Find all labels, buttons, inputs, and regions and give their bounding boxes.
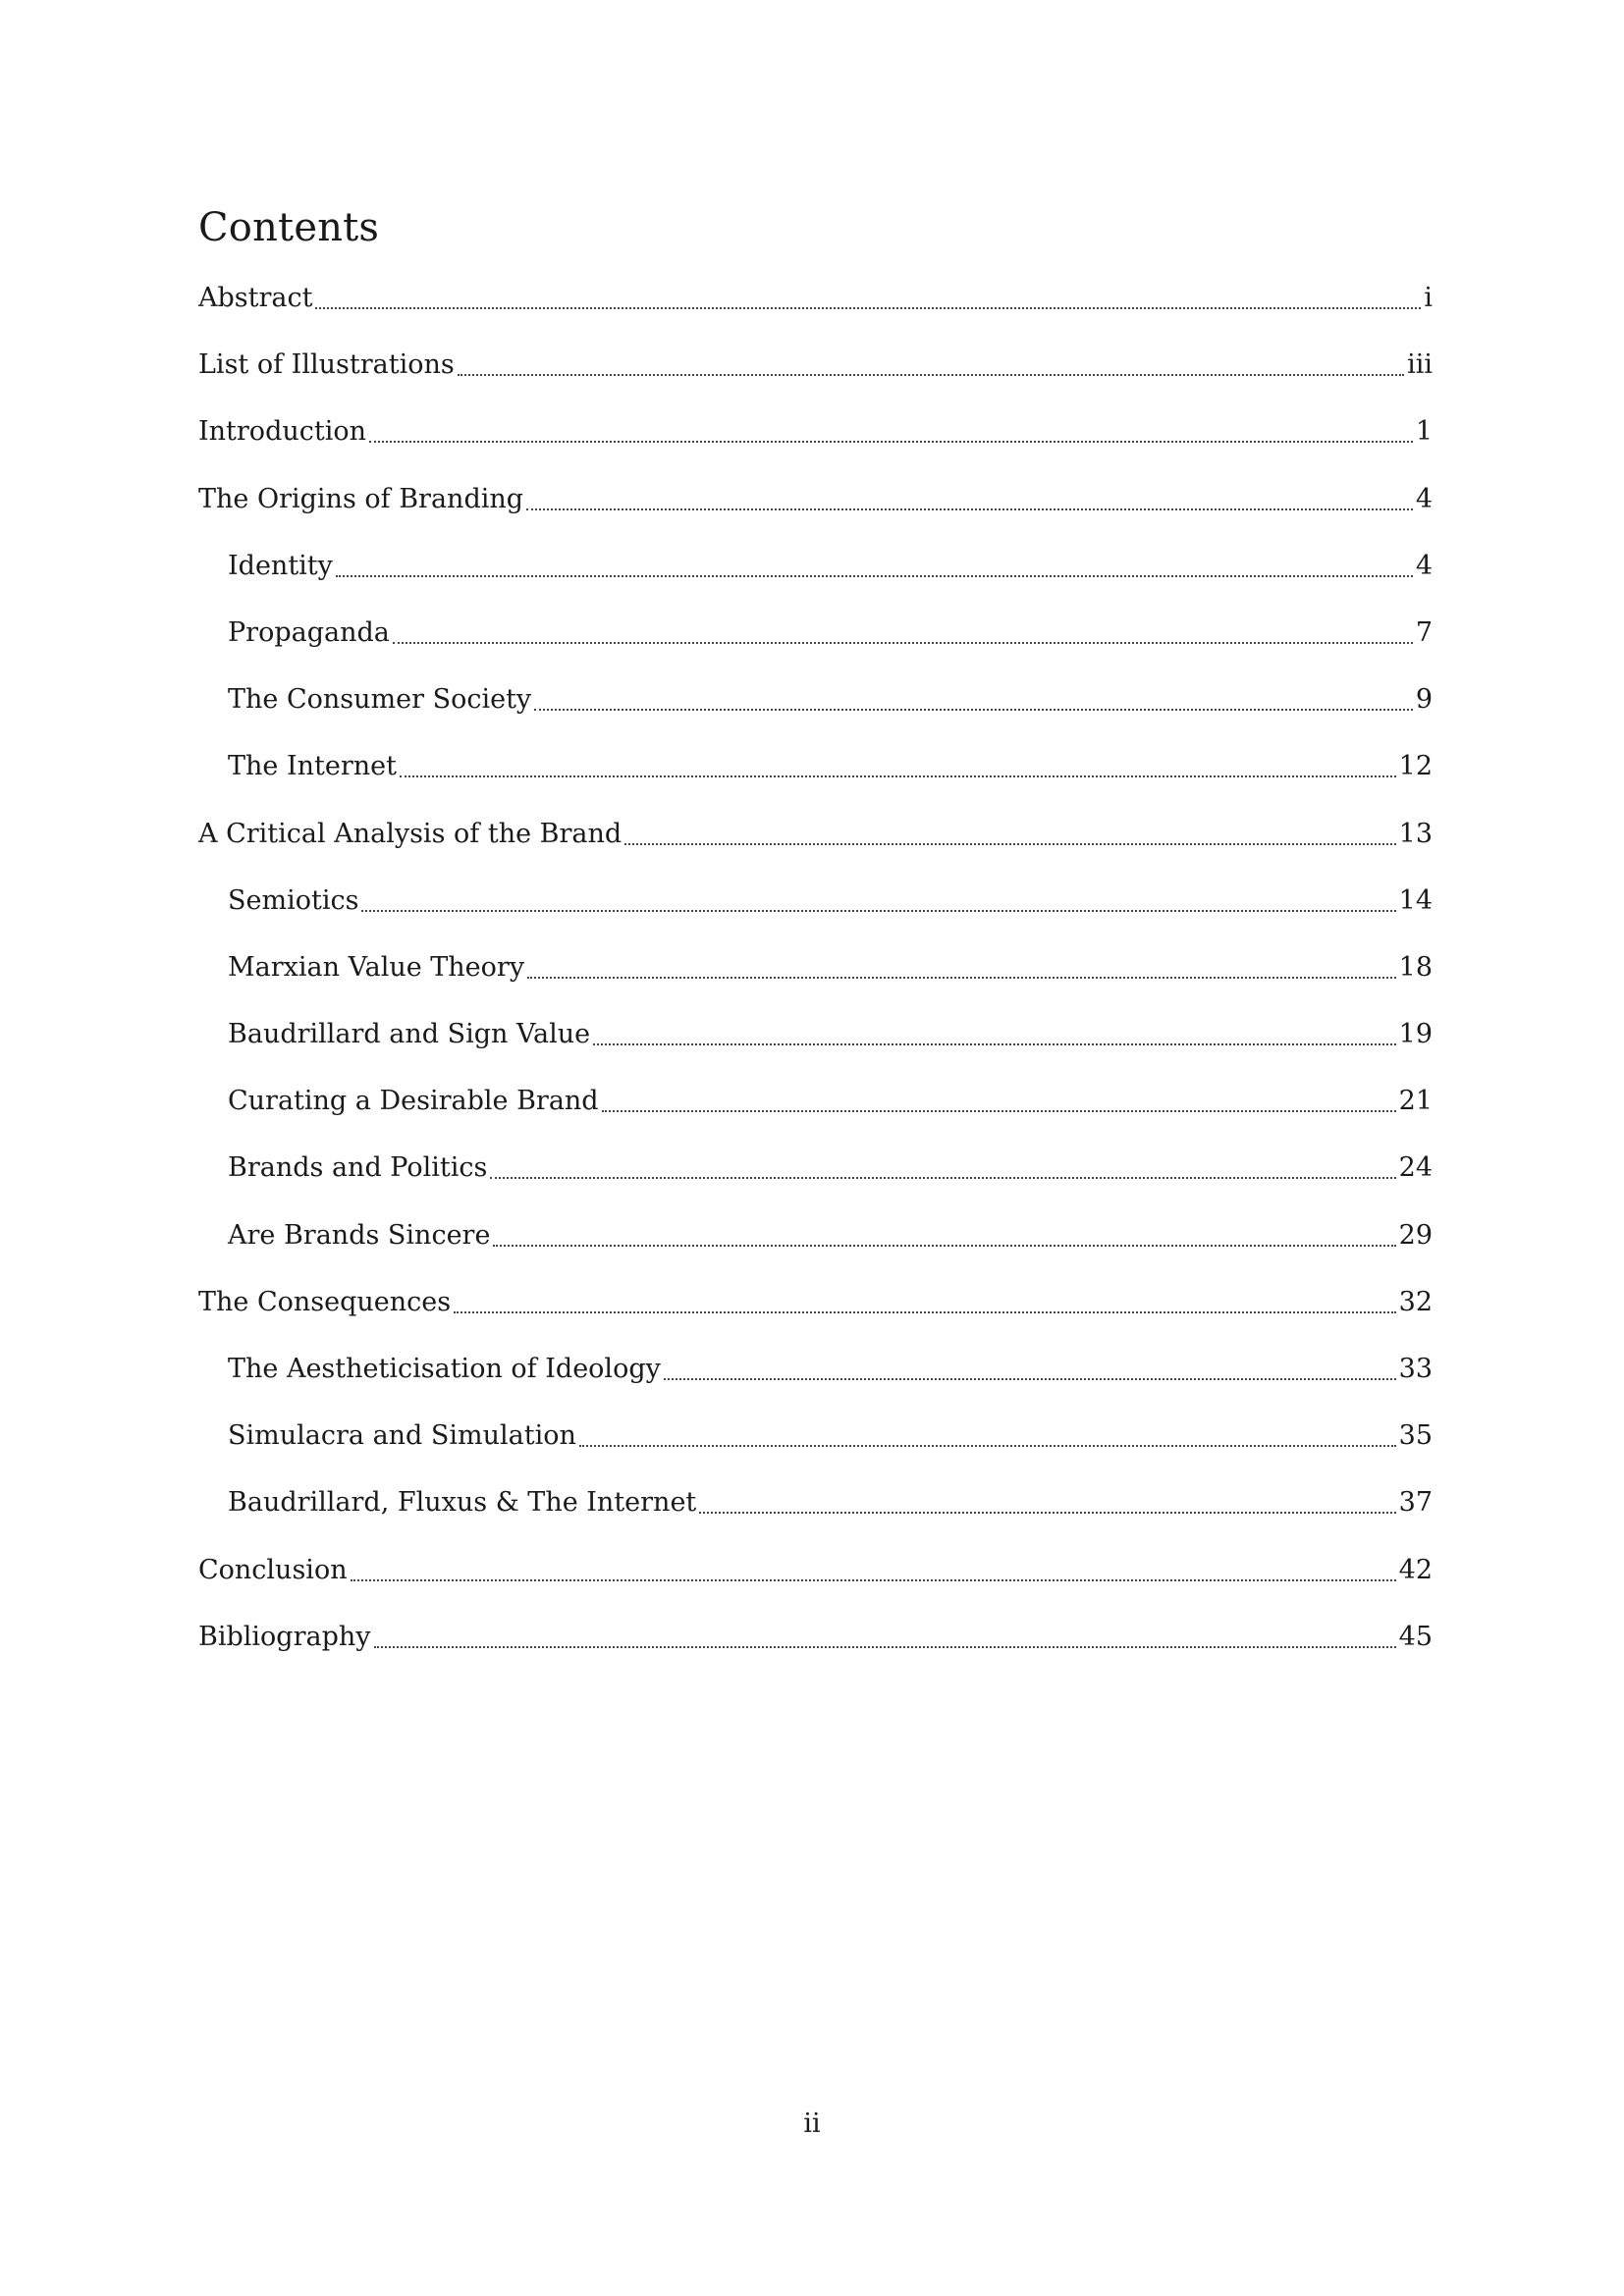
toc-entry-label: Simulacra and Simulation bbox=[228, 1420, 576, 1452]
dot-leader bbox=[393, 615, 1413, 644]
toc-entry-page: 37 bbox=[1398, 1487, 1433, 1519]
toc-entry-page: 33 bbox=[1398, 1354, 1433, 1384]
toc-entry-label: Abstract bbox=[198, 283, 313, 313]
toc-entry-introduction[interactable] bbox=[198, 414, 1433, 481]
toc-entry-semiotics[interactable] bbox=[198, 883, 1433, 950]
toc-entry-page: 13 bbox=[1398, 818, 1433, 849]
toc-entry-page: 18 bbox=[1398, 951, 1433, 983]
toc-entry-list-of-illustrations[interactable] bbox=[198, 347, 1433, 414]
page-number: ii bbox=[803, 2109, 821, 2139]
toc-entry-are-brands-sincere[interactable] bbox=[198, 1218, 1433, 1285]
toc-entry-page: 21 bbox=[1398, 1086, 1433, 1117]
toc-entry-label: A Critical Analysis of the Brand bbox=[198, 818, 623, 849]
dot-leader bbox=[602, 1084, 1396, 1112]
toc-entry-label: The Consumer Society bbox=[228, 684, 532, 716]
dot-leader bbox=[400, 749, 1396, 777]
toc-entry-consumer-society[interactable] bbox=[198, 682, 1433, 749]
toc-entry-page: 7 bbox=[1415, 616, 1433, 648]
dot-leader bbox=[351, 1553, 1396, 1581]
toc-entry-page: i bbox=[1424, 283, 1433, 313]
toc-entry-label: The Aestheticisation of Ideology bbox=[228, 1354, 661, 1384]
toc-entry-origins-of-branding[interactable] bbox=[198, 482, 1433, 549]
toc-entry-curating-desirable-brand[interactable] bbox=[198, 1084, 1433, 1150]
toc-entry-label: Bibliography bbox=[198, 1621, 371, 1652]
toc-entry-marxian-value-theory[interactable] bbox=[198, 950, 1433, 1017]
toc-entry-label: Curating a Desirable Brand bbox=[228, 1086, 599, 1117]
dot-leader bbox=[699, 1485, 1395, 1514]
dot-leader bbox=[593, 1017, 1395, 1045]
toc-entry-label: Propaganda bbox=[228, 616, 390, 648]
toc-entry-page: 32 bbox=[1398, 1286, 1433, 1317]
table-of-contents bbox=[198, 281, 1433, 1686]
toc-entry-page: iii bbox=[1407, 349, 1433, 381]
dot-leader bbox=[369, 414, 1413, 443]
toc-entry-the-internet[interactable] bbox=[198, 749, 1433, 816]
toc-entry-simulacra-and-simulation[interactable] bbox=[198, 1418, 1433, 1485]
toc-entry-bibliography[interactable] bbox=[198, 1620, 1433, 1686]
toc-entry-page: 45 bbox=[1398, 1621, 1433, 1652]
dot-leader bbox=[361, 883, 1395, 912]
toc-entry-the-consequences[interactable] bbox=[198, 1285, 1433, 1352]
toc-entry-page: 4 bbox=[1415, 550, 1433, 581]
dot-leader bbox=[527, 950, 1396, 979]
toc-entry-label: The Internet bbox=[228, 751, 397, 782]
toc-entry-label: Identity bbox=[228, 550, 333, 581]
toc-entry-page: 9 bbox=[1415, 684, 1433, 716]
dot-leader bbox=[526, 482, 1413, 510]
toc-entry-page: 19 bbox=[1398, 1019, 1433, 1050]
dot-leader bbox=[493, 1218, 1395, 1247]
toc-entry-label: The Origins of Branding bbox=[198, 483, 524, 514]
dot-leader bbox=[534, 682, 1413, 711]
toc-entry-propaganda[interactable] bbox=[198, 615, 1433, 682]
toc-entry-page: 1 bbox=[1415, 416, 1433, 448]
toc-entry-page: 35 bbox=[1398, 1420, 1433, 1452]
toc-entry-page: 24 bbox=[1398, 1152, 1433, 1184]
toc-entry-label: Baudrillard, Fluxus & The Internet bbox=[228, 1487, 697, 1519]
toc-entry-label: Marxian Value Theory bbox=[228, 951, 525, 983]
toc-entry-identity[interactable] bbox=[198, 549, 1433, 615]
toc-entry-label: List of Illustrations bbox=[198, 349, 455, 381]
toc-entry-label: Conclusion bbox=[198, 1554, 348, 1585]
dot-leader bbox=[336, 549, 1413, 577]
dot-leader bbox=[579, 1418, 1396, 1447]
toc-entry-aestheticisation-of-ideology[interactable] bbox=[198, 1352, 1433, 1418]
toc-entry-page: 42 bbox=[1398, 1554, 1433, 1585]
dot-leader bbox=[490, 1150, 1395, 1179]
toc-entry-baudrillard-fluxus-internet[interactable] bbox=[198, 1485, 1433, 1552]
dot-leader bbox=[315, 281, 1421, 309]
toc-entry-baudrillard-sign-value[interactable] bbox=[198, 1017, 1433, 1084]
dot-leader bbox=[664, 1352, 1396, 1380]
toc-entry-label: Brands and Politics bbox=[228, 1152, 488, 1184]
toc-entry-label: The Consequences bbox=[198, 1286, 452, 1317]
toc-entry-conclusion[interactable] bbox=[198, 1553, 1433, 1620]
toc-entry-brands-and-politics[interactable] bbox=[198, 1150, 1433, 1217]
page-title: Contents bbox=[198, 205, 380, 250]
dot-leader bbox=[458, 347, 1404, 376]
dot-leader bbox=[374, 1620, 1396, 1648]
toc-entry-label: Introduction bbox=[198, 416, 366, 448]
toc-entry-page: 12 bbox=[1398, 751, 1433, 782]
dot-leader bbox=[624, 817, 1395, 845]
toc-entry-label: Semiotics bbox=[228, 884, 359, 916]
toc-entry-label: Baudrillard and Sign Value bbox=[228, 1019, 591, 1050]
dot-leader bbox=[454, 1285, 1396, 1313]
toc-entry-page: 29 bbox=[1398, 1219, 1433, 1251]
toc-entry-page: 14 bbox=[1398, 884, 1433, 916]
toc-entry-label: Are Brands Sincere bbox=[228, 1219, 491, 1251]
toc-entry-abstract[interactable] bbox=[198, 281, 1433, 347]
toc-entry-critical-analysis[interactable] bbox=[198, 817, 1433, 883]
toc-entry-page: 4 bbox=[1415, 483, 1433, 514]
